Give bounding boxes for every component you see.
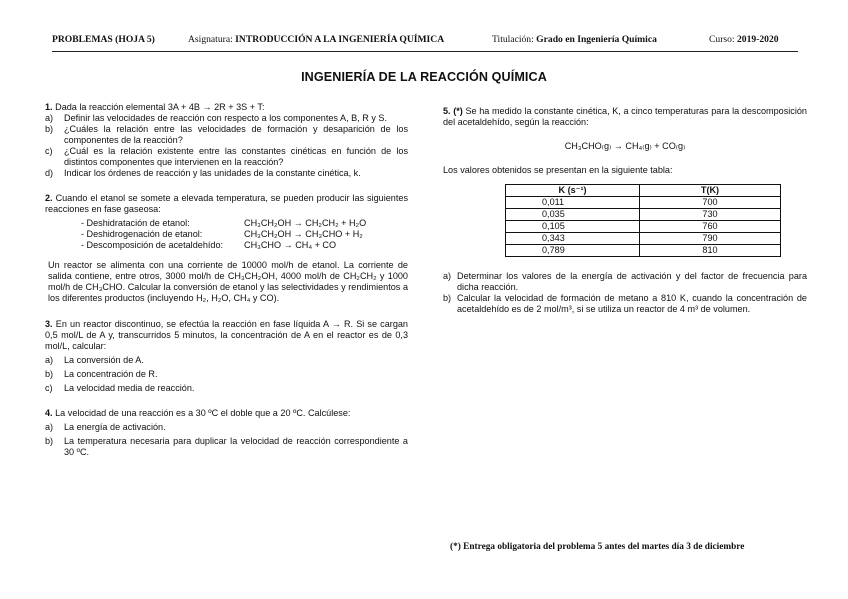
subject-value: INTRODUCCIÓN A LA INGENIERÍA QUÍMICA bbox=[235, 34, 445, 45]
degree-value: Grado en Ingeniería Química bbox=[536, 34, 657, 45]
footnote: (*) Entrega obligatoria del problema 5 antes del martes día 3 de diciembre bbox=[450, 542, 745, 552]
item-text: Calcular la velocidad de formación de metano a 810 K, cuando la concentración de acetaldehído es de 2 mol/m³, si se utiliza un reactor de 4 m³ de volumen. bbox=[457, 293, 807, 314]
page-title: INGENIERÍA DE LA REACCIÓN QUÍMICA bbox=[301, 70, 547, 84]
problem-2-text: Cuando el etanol se somete a elevada temperatura, se pueden producir las siguientes reacciones en fase gaseosa: bbox=[45, 193, 408, 214]
item-label: c) bbox=[45, 146, 53, 156]
item-label: d) bbox=[45, 168, 54, 178]
problem-1-item bbox=[45, 146, 408, 168]
year-value: 2019-2020 bbox=[737, 34, 779, 45]
item-label: a) bbox=[45, 355, 54, 365]
t-cell: 790 bbox=[640, 233, 781, 245]
problem-1-item bbox=[45, 168, 408, 179]
problem-1-item bbox=[45, 124, 408, 146]
page-header bbox=[52, 34, 796, 50]
table-row bbox=[506, 197, 781, 209]
problem-1-item bbox=[45, 113, 408, 124]
reaction-equation: CH₃CH₂OH → CH₂CH₂ + H₂O bbox=[244, 218, 367, 228]
k-cell: 0,105 bbox=[506, 221, 640, 233]
sheet-label: PROBLEMAS (HOJA 5) bbox=[52, 34, 155, 45]
header-divider bbox=[52, 51, 798, 52]
t-cell: 810 bbox=[640, 245, 781, 257]
right-column bbox=[443, 106, 807, 315]
k-cell: 0,011 bbox=[506, 197, 640, 209]
item-text: Determinar los valores de la energía de activación y del factor de frecuencia para dicha reacción. bbox=[457, 271, 807, 292]
item-label: c) bbox=[45, 383, 53, 393]
year-field bbox=[709, 34, 779, 45]
problem-1-statement bbox=[45, 102, 408, 113]
k-cell: 0,343 bbox=[506, 233, 640, 245]
item-label: b) bbox=[45, 124, 54, 134]
item-text: ¿Cuáles la relación entre las velocidades de formación y desaparición de los componentes de la reacción? bbox=[64, 124, 408, 145]
item-label: a) bbox=[45, 113, 54, 123]
problem-5-text: Se ha medido la constante cinética, K, a cinco temperaturas para la descomposición del acetaldehído, según la reacción: bbox=[443, 106, 807, 127]
t-cell: 730 bbox=[640, 209, 781, 221]
left-column bbox=[45, 102, 408, 458]
problem-2-number: 2. bbox=[45, 193, 53, 203]
item-text: La temperatura necesaria para duplicar la velocidad de reacción correspondiente a 30 ºC. bbox=[64, 436, 408, 457]
reaction-name: - Deshidratación de etanol: bbox=[81, 218, 190, 228]
item-text: ¿Cuál es la relación existente entre las constantes cinéticas en función de los distintos componentes que intervienen en la reacción? bbox=[64, 146, 408, 167]
column-header-k: K (s⁻¹) bbox=[506, 185, 640, 197]
k-cell: 0,789 bbox=[506, 245, 640, 257]
problem-3-text: En un reactor discontinuo, se efectúa la reacción en fase líquida A → R. Si se cargan 0,5 mol/L de A y, transcurridos 5 minutos, la concentración de A en el reactor es de 0,3 mol/L, calcular: bbox=[45, 319, 408, 351]
degree-field bbox=[492, 34, 657, 45]
problem-3-item bbox=[45, 369, 408, 380]
item-label: b) bbox=[45, 369, 54, 379]
item-label: a) bbox=[45, 422, 54, 432]
table-intro: Los valores obtenidos se presentan en la siguiente tabla: bbox=[443, 165, 673, 175]
problem-5-number: 5. (*) bbox=[443, 106, 463, 116]
item-label: a) bbox=[443, 271, 452, 281]
table-row bbox=[506, 221, 781, 233]
reaction-row bbox=[45, 240, 408, 251]
problem-5-item bbox=[443, 293, 807, 315]
t-cell: 700 bbox=[640, 197, 781, 209]
k-cell: 0,035 bbox=[506, 209, 640, 221]
degree-caption: Titulación: bbox=[492, 34, 534, 45]
t-cell: 760 bbox=[640, 221, 781, 233]
table-row bbox=[506, 245, 781, 257]
item-text: La concentración de R. bbox=[64, 369, 158, 379]
problem-5-reaction: CH₃CHO₍g₎ → CH₄₍g₎ + CO₍g₎ bbox=[564, 141, 686, 151]
problem-4-text: La velocidad de una reacción es a 30 ºC el doble que a 20 ºC. Calcúlese: bbox=[55, 408, 351, 418]
problem-1-number: 1. bbox=[45, 102, 53, 112]
item-text: La velocidad media de reacción. bbox=[64, 383, 195, 393]
column-header-t: T(K) bbox=[640, 185, 781, 197]
item-text: Indicar los órdenes de reacción y las unidades de la constante cinética, k. bbox=[64, 168, 361, 178]
problem-3-number: 3. bbox=[45, 319, 53, 329]
problem-2-body: Un reactor se alimenta con una corriente de 10000 mol/h de etanol. La corriente de salida contiene, entre otros, 3000 mol/h de CH₃CH₂OH, 4000 mol/h de CH₂CH₂ y 1000 mol/h de CH₃CHO. Calcular la conversión de etanol y las selectividades y rendimientos a los diferentes productos (incluyendo H₂, H₂O, CH₄ y CO). bbox=[48, 260, 408, 303]
problem-1-text: Dada la reacción elemental 3A + 4B → 2R + 3S + T: bbox=[55, 102, 265, 112]
problem-4-statement bbox=[45, 408, 408, 419]
problem-3-item bbox=[45, 383, 408, 394]
item-label: b) bbox=[443, 293, 452, 303]
table-header-row bbox=[506, 185, 781, 197]
year-caption: Curso: bbox=[709, 34, 735, 45]
problem-3-statement bbox=[45, 319, 408, 352]
reaction-row bbox=[45, 218, 408, 229]
problem-5-statement bbox=[443, 106, 807, 128]
item-text: La energía de activación. bbox=[64, 422, 166, 432]
subject-caption: Asignatura: bbox=[188, 34, 233, 45]
problem-4-item bbox=[45, 436, 408, 458]
reaction-equation: CH₃CHO → CH₄ + CO bbox=[244, 240, 337, 250]
problem-2-statement bbox=[45, 193, 408, 215]
item-label: b) bbox=[45, 436, 54, 446]
table-row bbox=[506, 233, 781, 245]
problem-4-number: 4. bbox=[45, 408, 53, 418]
item-text: Definir las velocidades de reacción con respecto a los componentes A, B, R y S. bbox=[64, 113, 387, 123]
table-row bbox=[506, 209, 781, 221]
reaction-name: - Descomposición de acetaldehído: bbox=[81, 240, 224, 250]
reaction-equation: CH₃CH₂OH → CH₃CHO + H₂ bbox=[244, 229, 363, 239]
subject-field bbox=[188, 34, 444, 45]
reaction-name: - Deshidrogenación de etanol: bbox=[81, 229, 203, 239]
problem-5-item bbox=[443, 271, 807, 293]
item-text: La conversión de A. bbox=[64, 355, 144, 365]
reaction-row bbox=[45, 229, 408, 240]
problem-3-item bbox=[45, 355, 408, 366]
problem-4-item bbox=[45, 422, 408, 433]
kinetic-data-table bbox=[505, 184, 781, 257]
